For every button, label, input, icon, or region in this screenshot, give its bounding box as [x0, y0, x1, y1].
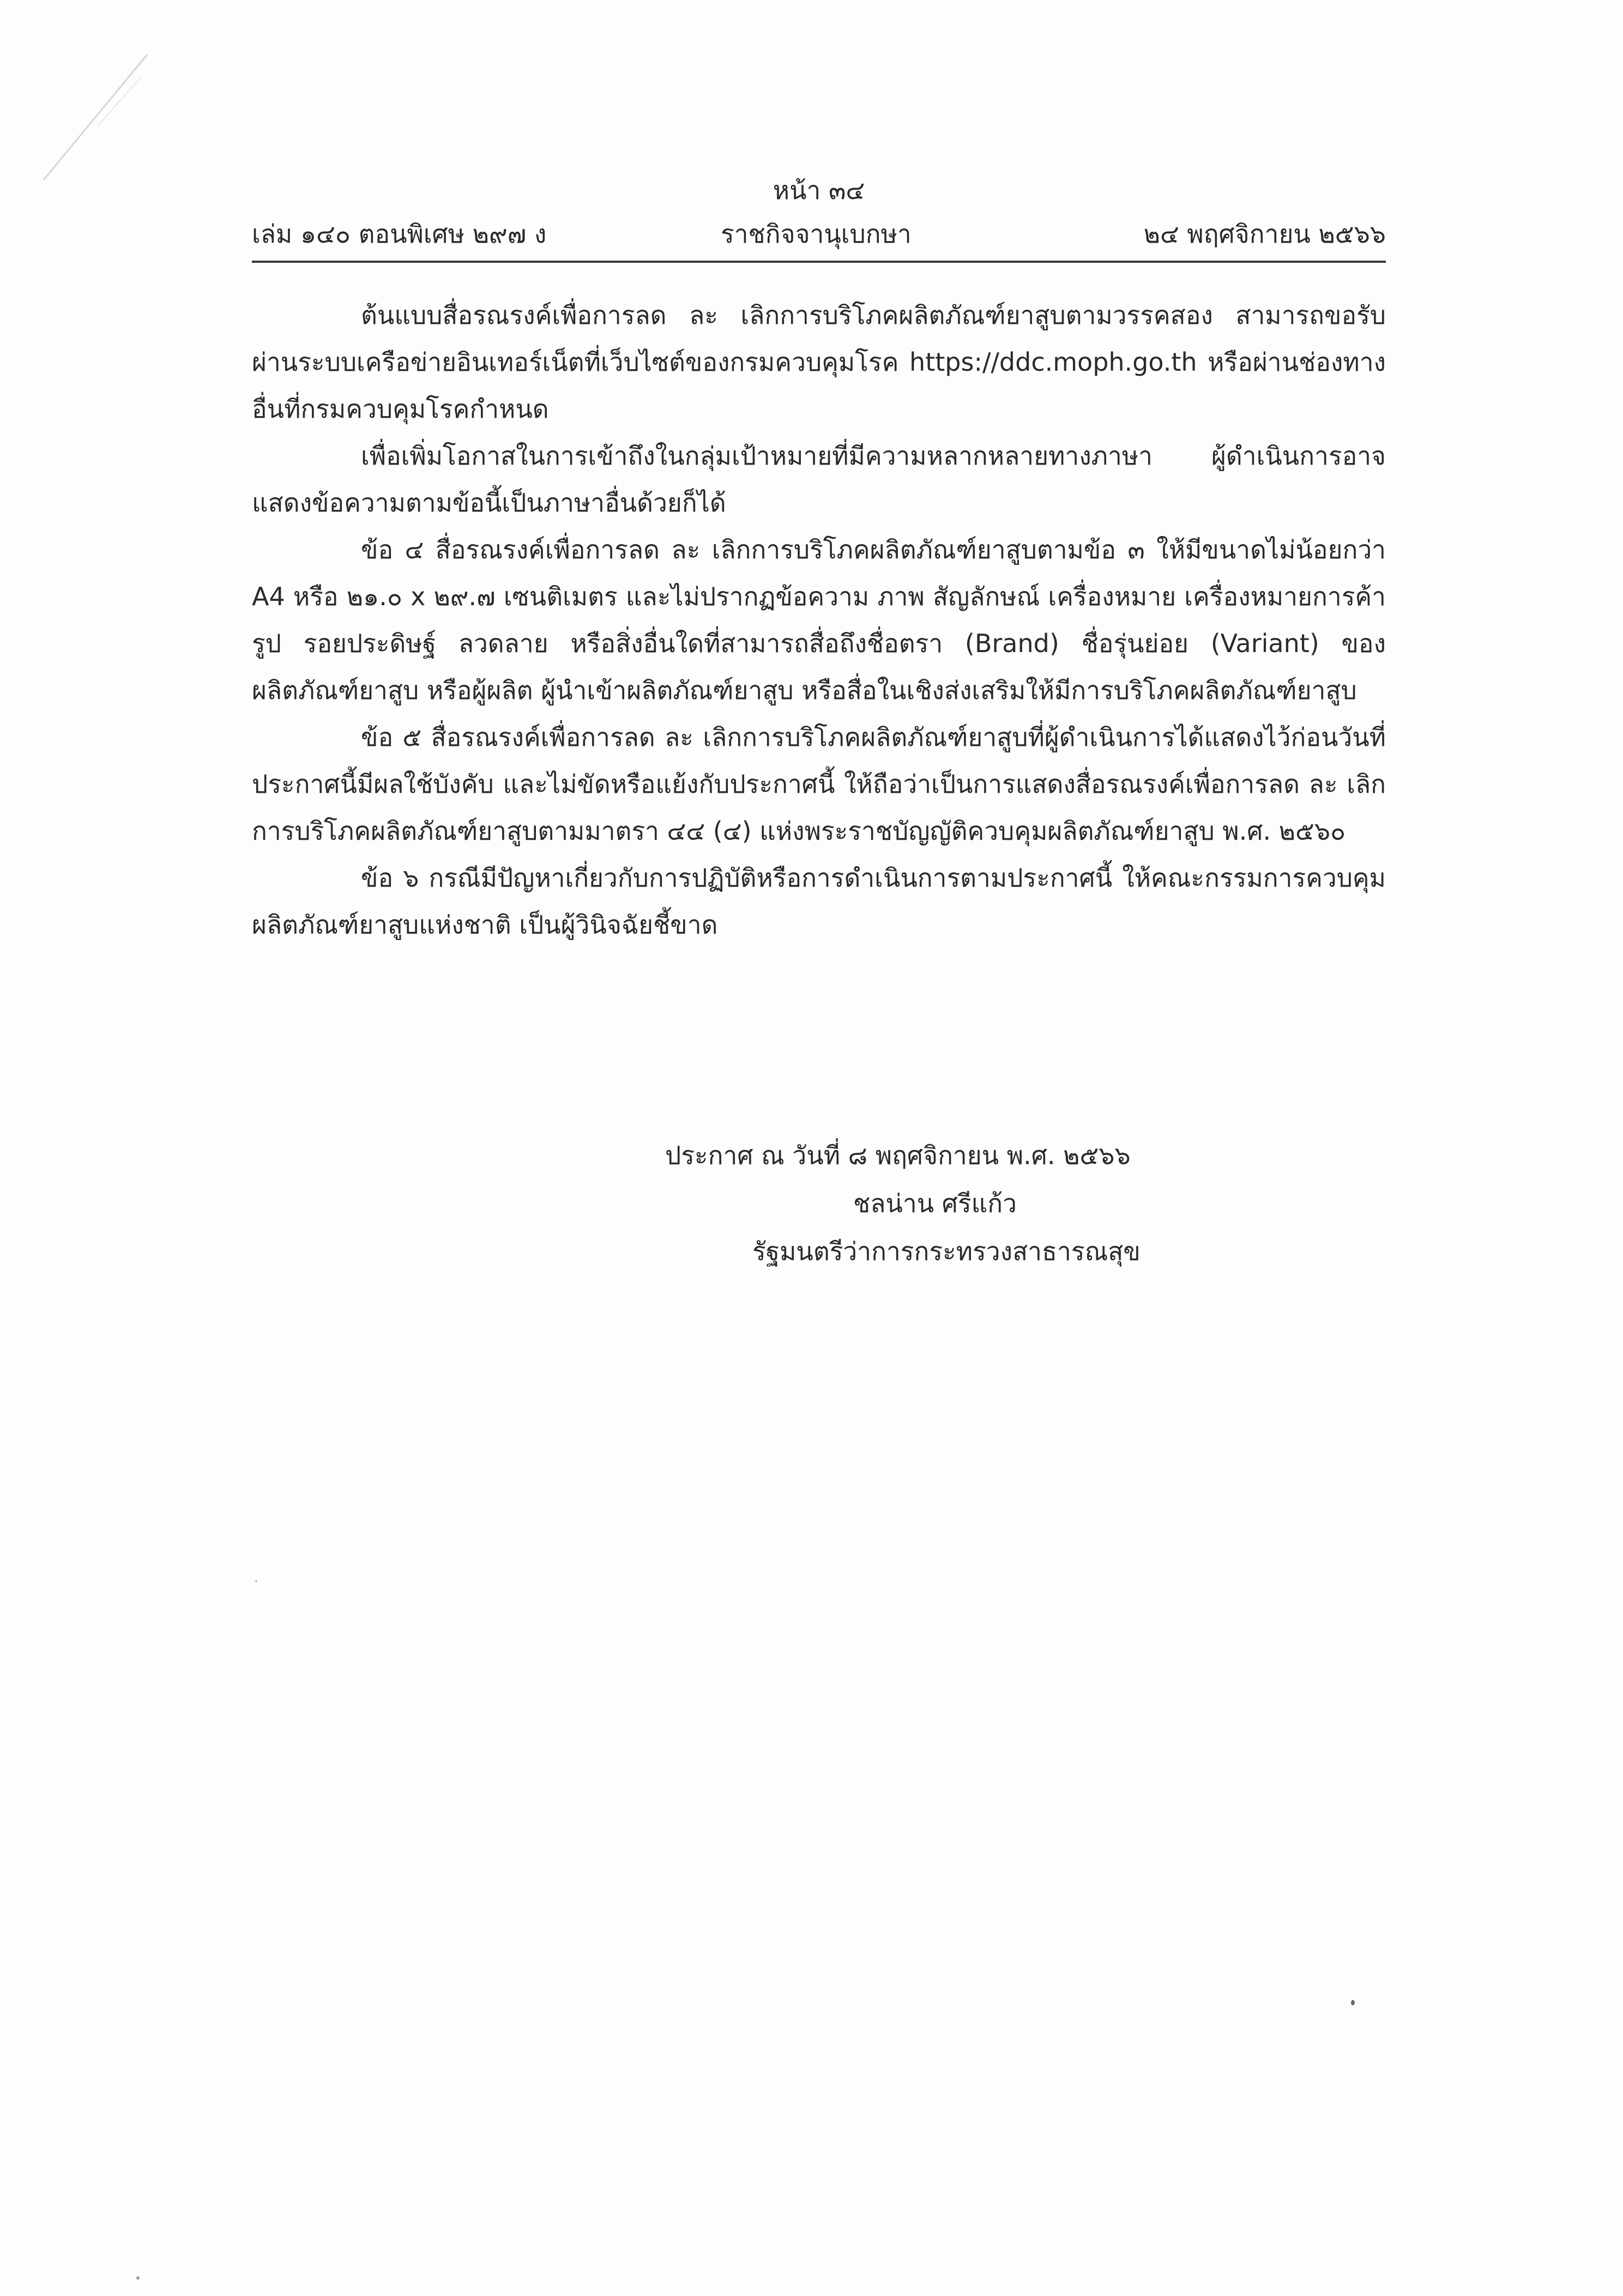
- document-body: [252, 292, 1386, 948]
- signature-block: [654, 1131, 1254, 1275]
- volume-issue: เล่ม ๑๔๐ ตอนพิเศษ ๒๙๗ ง: [252, 219, 547, 249]
- paragraph-language-option: เพื่อเพิ่มโอกาสในการเข้าถึงในกลุ่มเป้าหมายที่มีความหลากหลายทางภาษา ผู้ดำเนินการอาจแสดงข้อความตามข้อนี้เป็นภาษาอื่นด้วยก็ได้: [252, 441, 1386, 517]
- signatory-name: ชลน่าน ศรีแก้ว: [853, 1189, 1017, 1218]
- paragraph-clause-4: ข้อ ๔ สื่อรณรงค์เพื่อการลด ละ เลิกการบริโภคผลิตภัณฑ์ยาสูบตามข้อ ๓ ให้มีขนาดไม่น้อยกว่า A4 หรือ ๒๑.๐ x ๒๙.๗ เซนติเมตร และไม่ปรากฏข้อความ ภาพ สัญลักษณ์ เครื่องหมาย เครื่องหมายการค้า รูป รอยประดิษฐ์ ลวดลาย หรือสิ่งอื่นใดที่สามารถสื่อถึงชื่อตรา (Brand) ชื่อรุ่นย่อย (Variant) ของผลิตภัณฑ์ยาสูบ หรือผู้ผลิต ผู้นำเข้าผลิตภัณฑ์ยาสูบ หรือสื่อในเชิงส่งเสริมให้มีการบริโภคผลิตภัณฑ์ยาสูบ: [252, 535, 1386, 705]
- paragraph-clause-5: ข้อ ๕ สื่อรณรงค์เพื่อการลด ละ เลิกการบริโภคผลิตภัณฑ์ยาสูบที่ผู้ดำเนินการได้แสดงไว้ก่อนวันที่ประกาศนี้มีผลใช้บังคับ และไม่ขัดหรือแย้งกับประกาศนี้ ให้ถือว่าเป็นการแสดงสื่อรณรงค์เพื่อการลด ละ เลิกการบริโภคผลิตภัณฑ์ยาสูบตามมาตรา ๔๔ (๔) แห่งพระราชบัญญัติควบคุมผลิตภัณฑ์ยาสูบ พ.ศ. ๒๕๖๐: [252, 722, 1386, 846]
- announcement-date: ประกาศ ณ วันที่ ๘ พฤศจิกายน พ.ศ. ๒๕๖๖: [665, 1141, 1131, 1170]
- signatory-title: รัฐมนตรีว่าการกระทรวงสาธารณสุข: [752, 1237, 1141, 1266]
- scan-artifact-line: [33, 44, 153, 185]
- scan-speck: [1351, 2000, 1355, 2005]
- scan-speck: [255, 1580, 257, 1582]
- paragraph-campaign-template: ต้นแบบสื่อรณรงค์เพื่อการลด ละ เลิกการบริโภคผลิตภัณฑ์ยาสูบตามวรรคสอง สามารถขอรับผ่านระบบเครือข่ายอินเทอร์เน็ตที่เว็บไซต์ของกรมควบคุมโรค https://ddc.moph.go.th หรือผ่านช่องทางอื่นที่กรมควบคุมโรคกำหนด: [252, 300, 1386, 424]
- gazette-name: ราชกิจจานุเบกษา: [721, 219, 912, 249]
- header-rule: [252, 261, 1386, 263]
- page-number: หน้า ๓๔: [773, 176, 865, 205]
- scan-speck: [136, 2276, 140, 2280]
- header-row: [252, 216, 1386, 252]
- publication-date: ๒๔ พฤศจิกายน ๒๕๖๖: [1143, 219, 1386, 249]
- paragraph-clause-6: ข้อ ๖ กรณีมีปัญหาเกี่ยวกับการปฏิบัติหรือการดำเนินการตามประกาศนี้ ให้คณะกรรมการควบคุมผลิตภัณฑ์ยาสูบแห่งชาติ เป็นผู้วินิจฉัยชี้ขาด: [252, 863, 1386, 939]
